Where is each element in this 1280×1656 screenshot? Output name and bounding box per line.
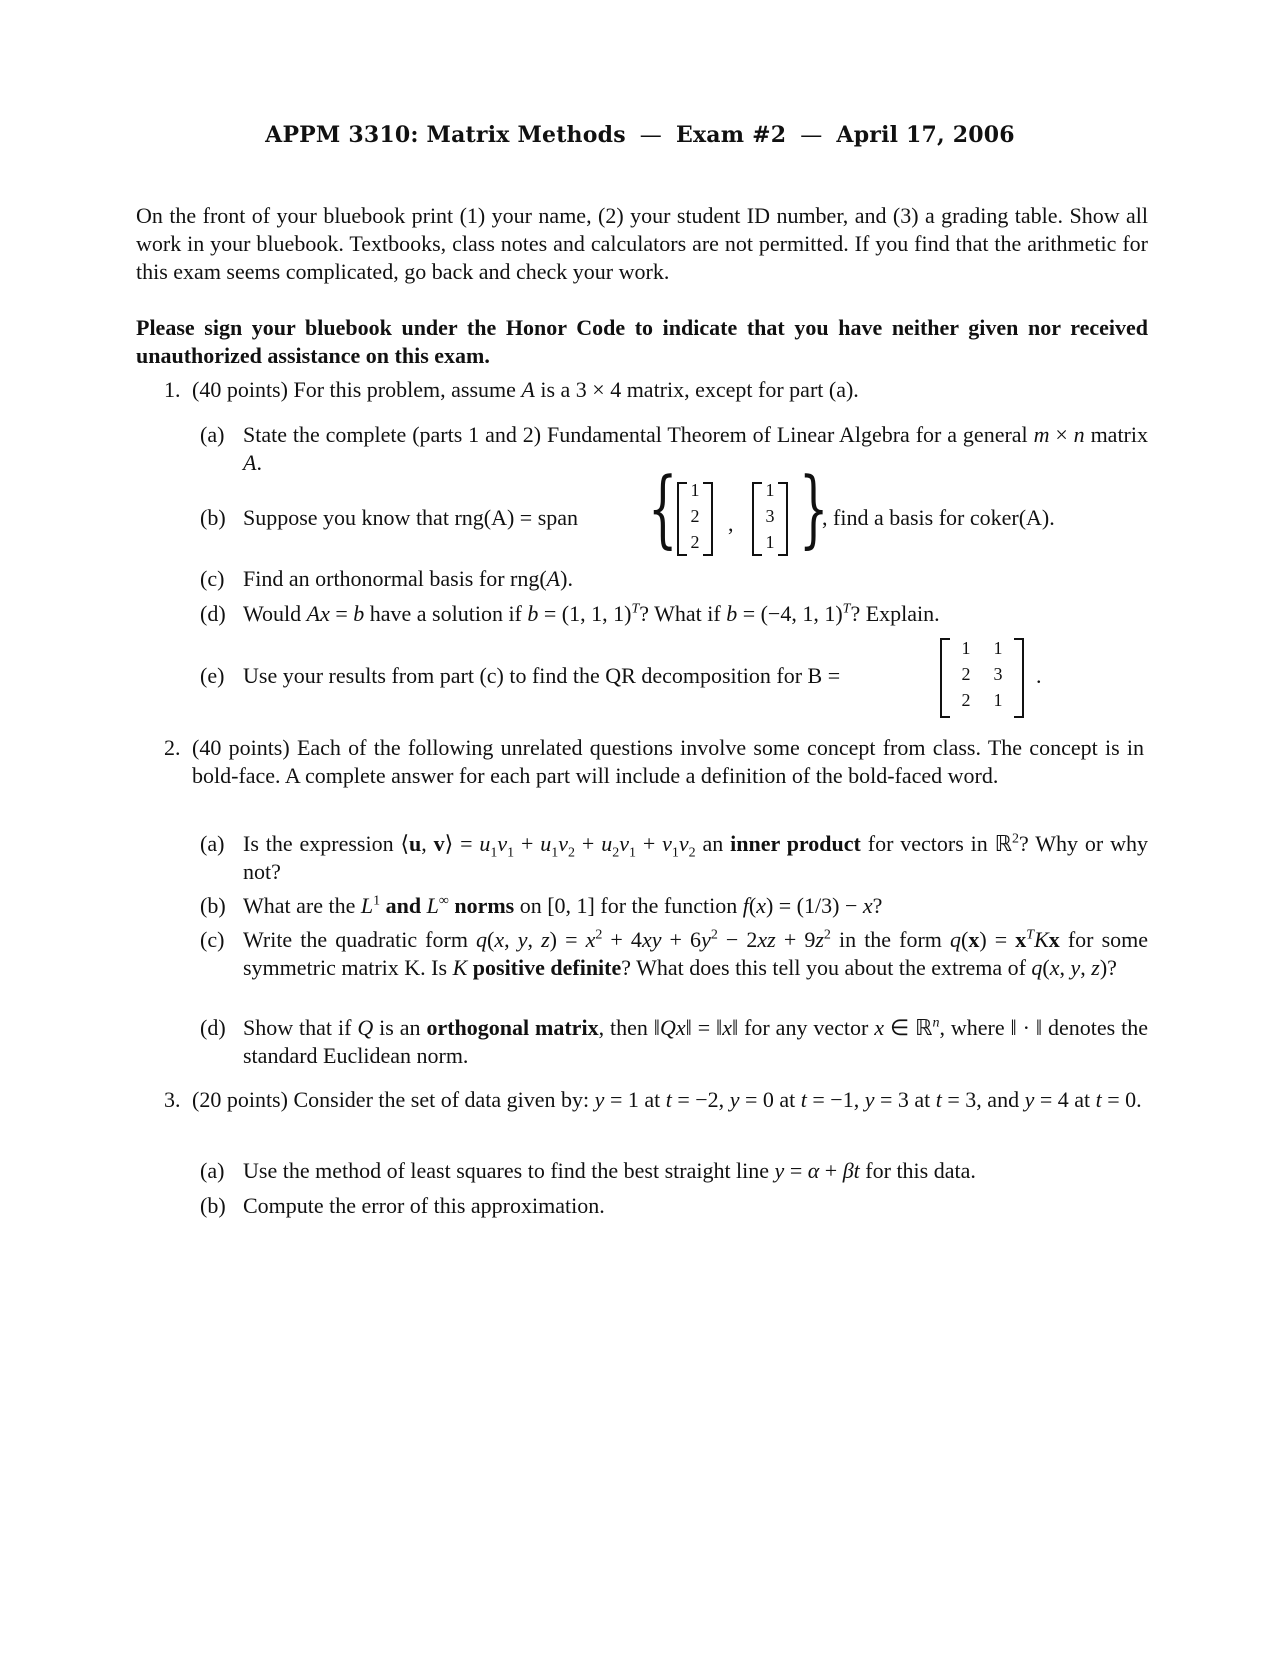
matrix-bracket [940,638,950,718]
concept-inner-product: inner product [730,831,861,856]
part-label: (e) [200,663,225,688]
question-2a [200,830,1148,886]
question-2c [200,926,1148,982]
question-1c-text: Find an orthonormal basis for rng(A). [243,566,573,591]
course-title: APPM 3310: Matrix Methods [265,122,626,148]
question-2b-text: What are the $L^1$ and L∞ norms on [0, 1] for the function f(x) = (1/3) − x? [243,893,883,918]
part-label: (a) [200,422,225,447]
question-1a-text: State the complete (parts 1 and 2) Fundamental Theorem of Linear Algebra for a general m × n matrix A. [243,422,1148,475]
question-3-heading [164,1086,1144,1114]
matrix-cell: 2 [961,664,971,684]
question-number: 1. [164,377,181,402]
question-1e-text: Use your results from part (c) to find the QR decomposition for B = [243,663,841,688]
matrix-cell: 1 [961,638,971,658]
matrix-cell: 1 [765,532,775,552]
concept-and: and [385,893,422,918]
question-2-text [192,734,1144,790]
part-label: (d) [200,601,226,626]
part-label: (a) [200,831,225,856]
matrix-cell: 1 [993,638,1003,658]
title-dash: — [639,123,662,148]
span-vector-2 [752,482,788,556]
matrix-b [940,638,1024,718]
question-1b-suffix: , find a basis for coker(A). [822,505,1055,530]
matrix-cell: 2 [690,532,700,552]
question-2d [200,1014,1148,1070]
question-2b [200,892,1148,920]
matrix-bracket [1014,638,1024,718]
points-label: (40 points) [192,377,288,402]
question-number: 2. [164,735,181,760]
span-vector-1 [677,482,713,556]
matrix-cell: 1 [993,690,1003,710]
question-1b-prefix: Suppose you know that rng(A) = span [243,505,579,530]
question-number: 3. [164,1087,181,1112]
matrix-cell: 1 [765,480,775,500]
title-dash: — [800,123,823,148]
vector-separator: , [728,511,734,536]
question-3-text: (20 points) Consider the set of data given by: y = 1 at t = −2, y = 0 at t = −1, y = 3 at t = 3, and y = 4 at t = 0. [192,1087,1142,1112]
matrix-cell: 1 [690,480,700,500]
points-label: (20 points) [192,1087,288,1112]
question-1-heading [164,376,1144,404]
exam-date: April 17, 2006 [836,122,1015,148]
part-label: (a) [200,1158,225,1183]
matrix-b-period: . [1036,663,1042,688]
left-brace: { [648,459,678,557]
question-2-heading [164,734,1144,790]
part-label: (b) [200,1193,226,1218]
matrix-cell: 2 [961,690,971,710]
question-3b-text: Compute the error of this approximation. [243,1193,605,1218]
matrix-cell: 2 [690,506,700,526]
part-label: (d) [200,1015,226,1040]
right-brace: } [799,459,829,557]
instructions-paragraph: On the front of your bluebook print (1) your name, (2) your student ID number, and (3) a grading table. Show all work in your bluebook. Textbooks, class notes and calculators are not permitted. If you find that the arithmetic for this exam seems complicated, go back and check your work. [136,203,1148,284]
question-1-text: (40 points) For this problem, assume A is a 3 × 4 matrix, except for part (a). [192,377,859,402]
question-2c-text: Write the quadratic form q(x, y, $z) = x^2 + 4xy + 6y^2 - 2xz + 9z^2$ in the form $q(x) = x^TKx$ for some symmetric matrix K. Is K positive definite? What does this tell you about the extrema of q(x, y, z)? [243,927,1149,980]
question-2a-text: Is the expression ⟨u, v⟩ = $u_1v_1 + u_1v_2 + u_2v_1 + v_1v_2$ an inner product for vectors in ℝ$^2$? Why or why not? [243,831,1148,884]
page-title [0,122,1280,148]
question-3a [200,1157,1148,1185]
matrix-cell: 3 [993,664,1003,684]
question-3a-text: Use the method of least squares to find the best straight line y = α + βt for this data. [243,1158,976,1183]
exam-number: Exam #2 [676,122,787,148]
part-label: (c) [200,927,225,952]
concept-norms: norms [454,893,515,918]
honor-code-statement: Please sign your bluebook under the Honor Code to indicate that you have neither given nor received unauthorized assistance on this exam. [136,315,1148,368]
question-1d-text: Would Ax = b have a solution if b = (1, 1, 1)$^T$? What if b = (−4, 1, 1)$^T$? Explain. [243,601,940,626]
matrix-cell: 3 [765,506,775,526]
question-1d [200,600,1148,628]
part-label: (c) [200,566,225,591]
part-label: (b) [200,893,226,918]
question-1c [200,565,1148,593]
question-2d-text: Show that if Q is an orthogonal matrix, then ‖Qx‖ = ‖x‖ for any vector x ∈ ℝ$^n$, where ‖ · ‖ denotes the standard Euclidean norm. [243,1015,1148,1068]
question-2-intro: Each of the following unrelated questions involve some concept from class. The concept is in bold-face. A complete answer for each part will include a definition of the bold-faced word. [192,735,1144,788]
concept-positive-definite: positive definite [472,955,622,980]
concept-orthogonal-matrix: orthogonal matrix [426,1015,599,1040]
part-label: (b) [200,505,226,530]
question-3b [200,1192,1148,1220]
points-label: (40 points) [192,735,290,760]
